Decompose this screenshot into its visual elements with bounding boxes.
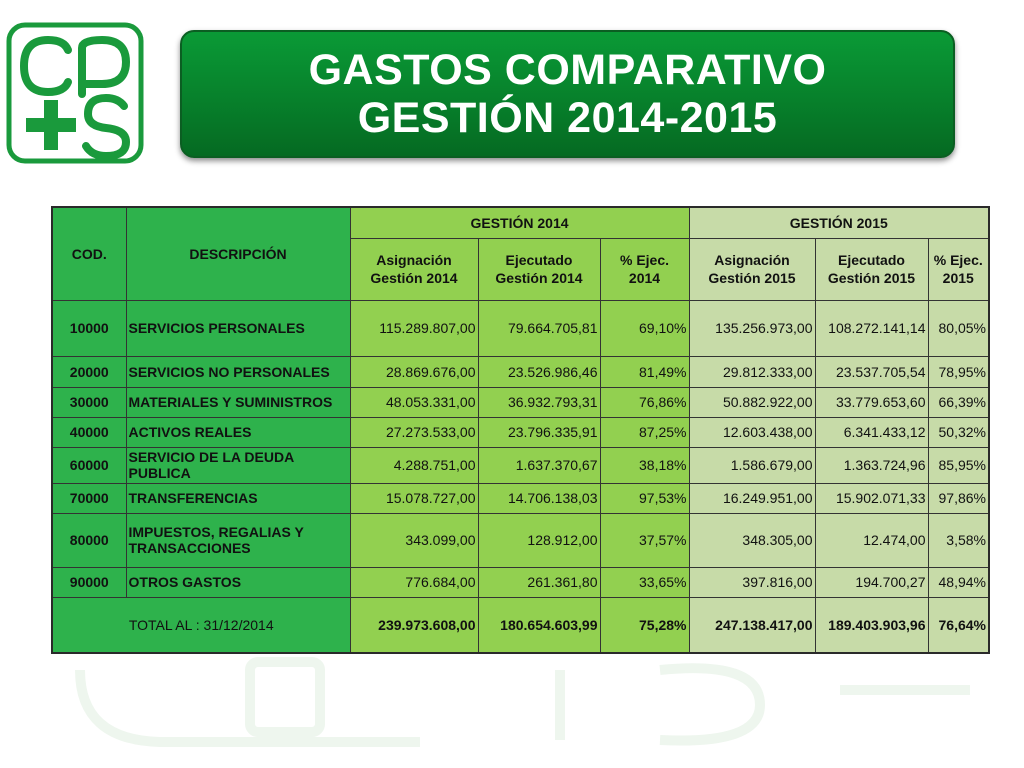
header-pct-ejec-2014: % Ejec. 2014 bbox=[600, 238, 689, 300]
table-row bbox=[52, 483, 989, 513]
row-descripcion: MATERIALES Y SUMINISTROS bbox=[126, 387, 350, 417]
row-ejecutado-2015: 1.363.724,96 bbox=[815, 447, 928, 483]
table-row bbox=[52, 567, 989, 597]
row-pct-2014: 87,25% bbox=[600, 417, 689, 447]
header-cod: COD. bbox=[52, 207, 126, 300]
table-row bbox=[52, 447, 989, 483]
row-ejecutado-2015: 23.537.705,54 bbox=[815, 356, 928, 387]
row-asignacion-2015: 348.305,00 bbox=[689, 513, 815, 567]
header-asignacion-2015: Asignación Gestión 2015 bbox=[689, 238, 815, 300]
row-asignacion-2014: 28.869.676,00 bbox=[350, 356, 478, 387]
header-ejecutado-2015: Ejecutado Gestión 2015 bbox=[815, 238, 928, 300]
row-descripcion: SERVICIO DE LA DEUDA PUBLICA bbox=[126, 447, 350, 483]
total-pct-2014: 75,28% bbox=[600, 597, 689, 653]
gastos-comparativo-table bbox=[51, 206, 990, 654]
row-descripcion: TRANSFERENCIAS bbox=[126, 483, 350, 513]
row-ejecutado-2014: 1.637.370,67 bbox=[478, 447, 600, 483]
row-cod: 10000 bbox=[52, 300, 126, 356]
row-pct-2015: 97,86% bbox=[928, 483, 989, 513]
row-pct-2014: 38,18% bbox=[600, 447, 689, 483]
row-ejecutado-2015: 194.700,27 bbox=[815, 567, 928, 597]
total-ejecutado-2015: 189.403.903,96 bbox=[815, 597, 928, 653]
row-asignacion-2014: 115.289.807,00 bbox=[350, 300, 478, 356]
row-pct-2014: 81,49% bbox=[600, 356, 689, 387]
table-row bbox=[52, 417, 989, 447]
row-asignacion-2014: 48.053.331,00 bbox=[350, 387, 478, 417]
row-ejecutado-2014: 23.796.335,91 bbox=[478, 417, 600, 447]
row-descripcion: OTROS GASTOS bbox=[126, 567, 350, 597]
row-pct-2014: 69,10% bbox=[600, 300, 689, 356]
header-pct-ejec-2015: % Ejec. 2015 bbox=[928, 238, 989, 300]
table-row bbox=[52, 356, 989, 387]
total-asignacion-2014: 239.973.608,00 bbox=[350, 597, 478, 653]
row-asignacion-2015: 135.256.973,00 bbox=[689, 300, 815, 356]
row-pct-2015: 66,39% bbox=[928, 387, 989, 417]
row-cod: 40000 bbox=[52, 417, 126, 447]
title-line-1: GASTOS COMPARATIVO bbox=[308, 46, 827, 94]
row-ejecutado-2015: 33.779.653,60 bbox=[815, 387, 928, 417]
row-ejecutado-2015: 6.341.433,12 bbox=[815, 417, 928, 447]
row-ejecutado-2015: 15.902.071,33 bbox=[815, 483, 928, 513]
row-ejecutado-2014: 261.361,80 bbox=[478, 567, 600, 597]
row-asignacion-2014: 343.099,00 bbox=[350, 513, 478, 567]
header-gestion-2014: GESTIÓN 2014 bbox=[350, 207, 689, 238]
row-cod: 30000 bbox=[52, 387, 126, 417]
row-pct-2015: 3,58% bbox=[928, 513, 989, 567]
table-row bbox=[52, 300, 989, 356]
row-asignacion-2015: 16.249.951,00 bbox=[689, 483, 815, 513]
total-ejecutado-2014: 180.654.603,99 bbox=[478, 597, 600, 653]
row-pct-2015: 48,94% bbox=[928, 567, 989, 597]
row-ejecutado-2014: 36.932.793,31 bbox=[478, 387, 600, 417]
row-descripcion: IMPUESTOS, REGALIAS Y TRANSACCIONES bbox=[126, 513, 350, 567]
cpps-logo bbox=[6, 22, 144, 164]
row-cod: 90000 bbox=[52, 567, 126, 597]
row-pct-2014: 97,53% bbox=[600, 483, 689, 513]
row-pct-2014: 76,86% bbox=[600, 387, 689, 417]
row-asignacion-2014: 15.078.727,00 bbox=[350, 483, 478, 513]
row-pct-2014: 33,65% bbox=[600, 567, 689, 597]
row-ejecutado-2015: 12.474,00 bbox=[815, 513, 928, 567]
row-cod: 60000 bbox=[52, 447, 126, 483]
header-descripcion: DESCRIPCIÓN bbox=[126, 207, 350, 300]
watermark-decoration bbox=[40, 650, 1000, 750]
total-row bbox=[52, 597, 989, 653]
total-label: TOTAL AL : 31/12/2014 bbox=[52, 597, 350, 653]
row-asignacion-2015: 29.812.333,00 bbox=[689, 356, 815, 387]
row-pct-2015: 50,32% bbox=[928, 417, 989, 447]
row-cod: 70000 bbox=[52, 483, 126, 513]
row-asignacion-2015: 397.816,00 bbox=[689, 567, 815, 597]
title-banner bbox=[180, 30, 955, 158]
row-ejecutado-2014: 79.664.705,81 bbox=[478, 300, 600, 356]
row-descripcion: ACTIVOS REALES bbox=[126, 417, 350, 447]
row-ejecutado-2014: 23.526.986,46 bbox=[478, 356, 600, 387]
total-asignacion-2015: 247.138.417,00 bbox=[689, 597, 815, 653]
row-pct-2015: 80,05% bbox=[928, 300, 989, 356]
header-asignacion-2014: Asignación Gestión 2014 bbox=[350, 238, 478, 300]
row-asignacion-2015: 50.882.922,00 bbox=[689, 387, 815, 417]
row-cod: 20000 bbox=[52, 356, 126, 387]
row-pct-2015: 78,95% bbox=[928, 356, 989, 387]
row-descripcion: SERVICIOS NO PERSONALES bbox=[126, 356, 350, 387]
total-pct-2015: 76,64% bbox=[928, 597, 989, 653]
row-pct-2015: 85,95% bbox=[928, 447, 989, 483]
row-asignacion-2015: 12.603.438,00 bbox=[689, 417, 815, 447]
header-gestion-2015: GESTIÓN 2015 bbox=[689, 207, 989, 238]
row-ejecutado-2015: 108.272.141,14 bbox=[815, 300, 928, 356]
header-ejecutado-2014: Ejecutado Gestión 2014 bbox=[478, 238, 600, 300]
title-line-2: GESTIÓN 2014-2015 bbox=[357, 94, 778, 142]
row-ejecutado-2014: 128.912,00 bbox=[478, 513, 600, 567]
row-asignacion-2014: 27.273.533,00 bbox=[350, 417, 478, 447]
row-pct-2014: 37,57% bbox=[600, 513, 689, 567]
row-ejecutado-2014: 14.706.138,03 bbox=[478, 483, 600, 513]
row-asignacion-2014: 776.684,00 bbox=[350, 567, 478, 597]
table-row bbox=[52, 387, 989, 417]
table-row bbox=[52, 513, 989, 567]
row-descripcion: SERVICIOS PERSONALES bbox=[126, 300, 350, 356]
row-asignacion-2014: 4.288.751,00 bbox=[350, 447, 478, 483]
row-asignacion-2015: 1.586.679,00 bbox=[689, 447, 815, 483]
row-cod: 80000 bbox=[52, 513, 126, 567]
